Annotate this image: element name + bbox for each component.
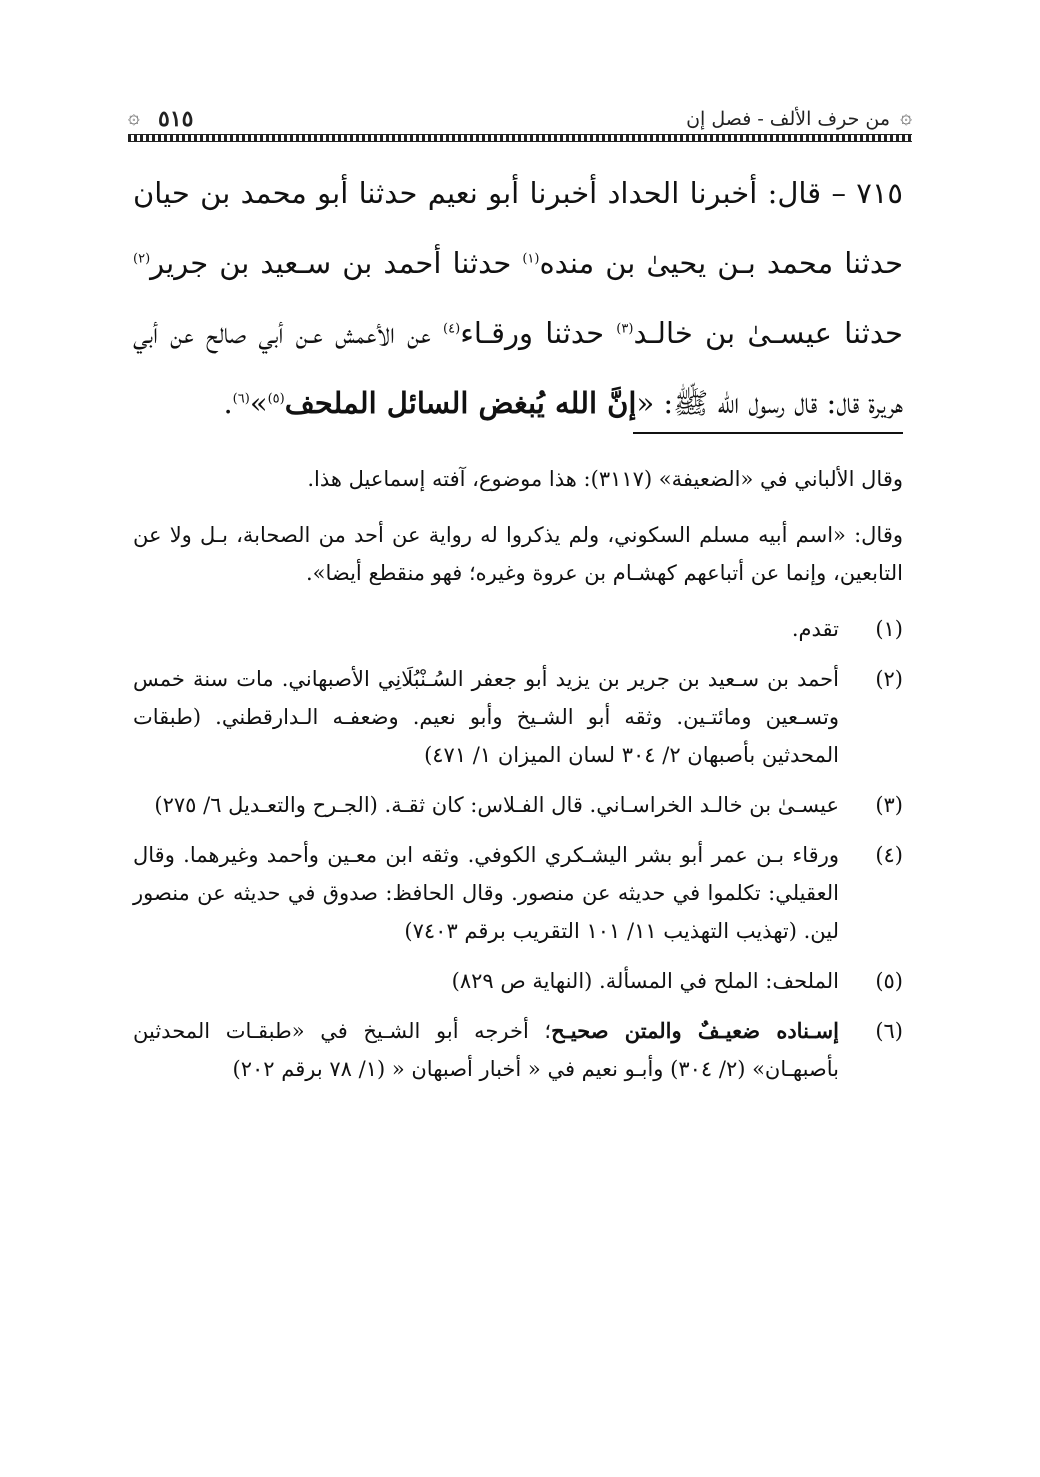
footnote-6 (133, 1012, 903, 1088)
footnote-text: ؛ أخرجه أبو الشـيخ في «طبقـات المحدثين بأصبهـان» (٢/ ٣٠٤) وأبـو نعيم في « أخبار أصبهان « (١/ ٧٨ برقم ٢٠٢) (133, 1019, 839, 1081)
footnote-number: (٥) (875, 969, 903, 993)
prophetic-quote: إنَّ الله يُبغض السائل الملحف (284, 386, 637, 420)
hadith-end: . (223, 386, 233, 420)
footnote-ref-5[interactable]: (٥) (267, 391, 285, 407)
footnote-ref-4[interactable]: (٤) (443, 321, 461, 337)
footnote-ref-3[interactable]: (٣) (616, 321, 634, 337)
footnote-text: ورقاء بـن عمر أبو بشر اليشـكري الكوفي. وثقه ابن معـين وأحمد وغيرهما. وقال العقيلي: تكلموا في حديثه عن منصور. وقال الحافظ: صدوق في حديثه عن منصور لين. (تهذيب التهذيب ١١/ ١٠١ التقريب برقم ٧٤٠٣) (133, 843, 839, 943)
footnote-4 (133, 836, 903, 950)
footnote-text: الملحف: الملح في المسألة. (النهاية ص ٨٢٩) (451, 969, 839, 993)
footnote-ref-1[interactable]: (١) (522, 251, 540, 267)
footnote-5 (133, 962, 903, 1000)
footnote-text: أحمد بن سـعيد بن جرير بن يزيد أبو جعفر السُـنْبُلَانِي الأصبهاني. مات سنة خمس وتسـعين ومائتـين. وثقه أبو الشـيخ وأبو نعيم. وضعفـه الـدارقطني. (طبقات المحدثين بأصبهان ٢/ ٣٠٤ لسان الميزان ١/ ٤٧١) (133, 667, 839, 767)
hadith-segment: ٧١٥ – قال: أخبرنا الحداد أخبرنا أبو نعيم حدثنا أبو محمد بن حيان حدثنا محمد بـن يحيىٰ بن منده (133, 176, 904, 280)
footnotes (133, 460, 903, 1100)
header-rule (128, 134, 912, 142)
chapter-title: من حرف الألف - فصل إن (686, 108, 890, 130)
header-ornament-left-icon: ۞ (128, 104, 140, 128)
footnote-text: عيسـىٰ بن خالـد الخراسـاني. قال الفـلاس: كان ثقـة. (الجـرح والتعـديل ٦/ ٢٧٥) (154, 793, 839, 817)
footnote-number: (٦) (875, 1019, 903, 1043)
header-ornament-right-icon: ۞ (900, 104, 912, 128)
hadith-segment: حدثنا عيسـىٰ بن خالـد (633, 316, 903, 350)
footnote-number: (٢) (875, 667, 903, 691)
footnote-text: تقدم. (791, 617, 839, 641)
quote-close: » (249, 386, 268, 420)
footnote-number: (٣) (875, 793, 903, 817)
footnote-3 (133, 786, 903, 824)
hadith-text (133, 158, 903, 438)
footnote-continuation: وقال الألباني في «الضعيفة» (٣١١٧): هذا موضوع، آفته إسماعيل هذا. (307, 467, 903, 491)
footnote-verdict: إسـناده ضعيـفٌ والمتن صحيـح (551, 1018, 839, 1043)
footnote-continuation: وقال: «اسم أبيه مسلم السكوني، ولم يذكروا له رواية عن أحد من الصحابة، بـل ولا عن التابعين، وإنما عن أتباعهم كهشـام بن عروة وغيره؛ فهو منقطع أيضا». (133, 523, 903, 585)
footnote-number: (١) (875, 617, 903, 641)
hadith-segment: عن الأعمش عـن أبي صالح عن أبي هريرة قال: قال رسول الله ﷺ: « (133, 316, 903, 420)
footnote-separator (633, 432, 903, 434)
hadith-segment: حدثنا أحمد بن سـعيد بن جرير (150, 246, 523, 280)
page-number: ٥١٥ (158, 106, 194, 132)
running-header (128, 96, 912, 140)
footnote-ref-2[interactable]: (٢) (133, 251, 151, 267)
footnote-1 (133, 610, 903, 648)
footnote-ref-6[interactable]: (٦) (232, 391, 250, 407)
hadith-segment: حدثنا ورقـاء (460, 316, 617, 350)
footnote-number: (٤) (875, 843, 903, 867)
footnote-2 (133, 660, 903, 774)
